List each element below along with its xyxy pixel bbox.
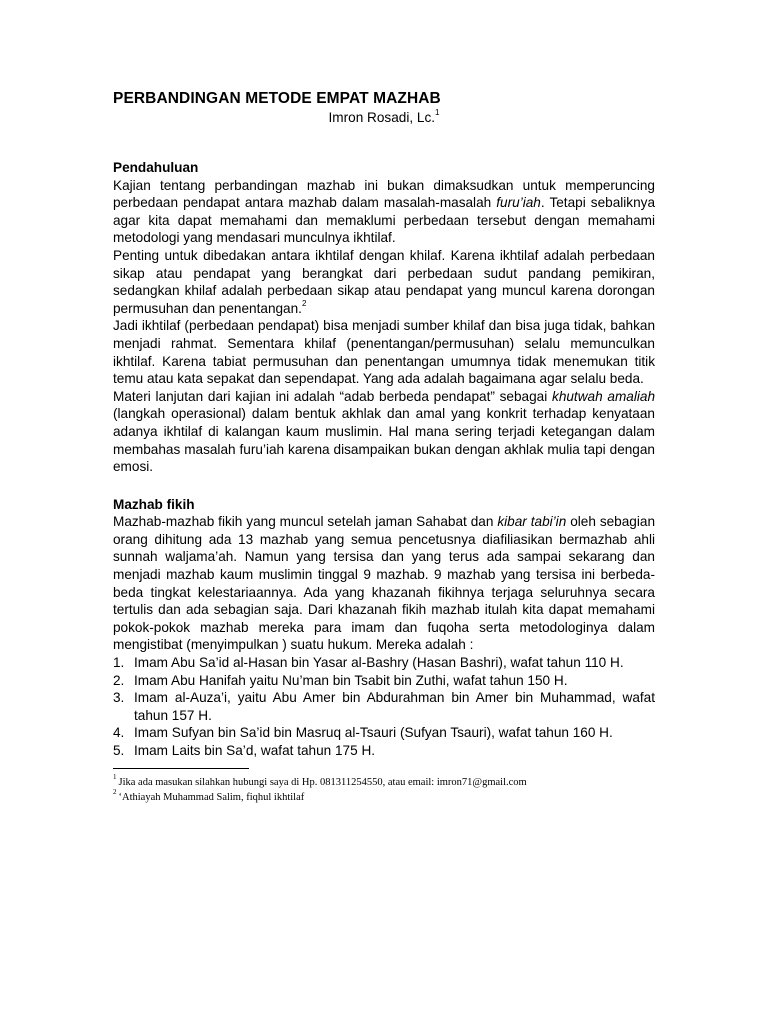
paragraph-text: . Tetapi sebaliknya agar kita dapat memahami dan memaklumi perbedaan tersebut dengan memahami metodologi yang mendasari munculnya ikhtilaf. <box>113 195 656 246</box>
paragraph-text: (langkah operasional) dalam bentuk akhlak dan amal yang konkrit terhadap kenyataan adanya ikhtilaf di kalangan kaum muslimin. Hal mana sering terjadi ketegangan dalam membahas masalah furu’iah karena disampaikan bukan dengan akhlak mulia tapi dengan emosi. <box>113 406 655 475</box>
paragraph <box>113 247 655 317</box>
list-item-text: Imam Laits bin Sa’d, wafat tahun 175 H. <box>134 743 376 758</box>
footnote-separator <box>113 768 249 769</box>
list-number: 5. <box>113 743 125 758</box>
paragraph-text: Kajian tentang perbandingan mazhab ini bukan dimaksudkan untuk memperuncing perbedaan pendapat antara mazhab dalam masalah-masalah <box>113 177 655 211</box>
list-item <box>113 672 655 690</box>
document-page <box>113 90 655 805</box>
list-number: 4. <box>113 725 125 741</box>
paragraph <box>113 388 655 476</box>
list-item-text: Imam Abu Sa’id al-Hasan bin Yasar al-Bashry (Hasan Bashri), wafat tahun 110 H. <box>134 655 624 671</box>
paragraph-text: Mazhab-mazhab fikih yang muncul setelah jaman Sahabat dan <box>113 514 498 530</box>
section-heading-pendahuluan: Pendahuluan <box>113 160 199 175</box>
list-number: 1. <box>113 655 125 671</box>
list-number: 2. <box>113 672 125 688</box>
list-item <box>113 724 655 742</box>
footnote-mark: 1 <box>113 773 117 782</box>
list-item-text: Imam al-Auza’i, yaitu Abu Amer bin Abdurahman bin Amer bin Muhammad, wafat tahun 157 H. <box>134 690 655 723</box>
author-line <box>113 109 655 126</box>
footnote-2 <box>113 790 655 805</box>
list-item-text: Imam Abu Hanifah yaitu Nu’man bin Tsabit bin Zuthi, wafat tahun 150 H. <box>134 672 568 688</box>
document-title: PERBANDINGAN METODE EMPAT MAZHAB <box>113 90 441 107</box>
list-item <box>113 689 655 724</box>
list-item <box>113 654 655 672</box>
italic-term: kibar tabi’in <box>497 514 567 530</box>
paragraph: Jadi ikhtilaf (perbedaan pendapat) bisa menjadi sumber khilaf dan bisa juga tidak, bahkan menjadi rahmat. Sementara khilaf (penentangan/permusuhan) selalu memunculkan ikhtilaf. Karena tabiat permusuhan dan penentangan umumnya tidak menemukan titik temu atau kata sepakat dan sependapat. Yang ada adalah bagaimana agar selalu beda. <box>113 318 655 387</box>
italic-term: khutwah amaliah <box>552 388 656 404</box>
paragraph <box>113 513 655 654</box>
footnote-ref-1: 1 <box>435 108 440 118</box>
italic-term: furu’iah <box>496 195 541 211</box>
author-name: Imron Rosadi, Lc. <box>328 110 436 125</box>
paragraph-text: Penting untuk dibedakan antara ikhtilaf dengan khilaf. Karena ikhtilaf adalah perbedaan sikap atau pendapat yang berangkat dari perbedaan sudut pandang pemikiran, sedangkan khilaf adalah perbedaan sikap atau pendapat yang muncul karena dorongan permusuhan dan penentangan. <box>113 247 655 316</box>
paragraph-text: Materi lanjutan dari kajian ini adalah “adab berbeda pendapat” sebagai <box>113 388 553 404</box>
footnote-ref-2: 2 <box>301 299 307 309</box>
paragraph-text: oleh sebagian orang dihitung ada 13 mazhab yang semua pencetusnya diafiliasikan bermazhab ahli sunnah waljama’ah. Namun yang tersisa dan yang terus ada sampai sekarang dan menjadi mazhab kaum muslimin tinggal 9 mazhab. 9 mazhab yang tersisa ini berbeda-beda tingkat kelestariaannya. Ada yang khazanah fikihnya terjaga seluruhnya secara tertulis dan ada sebagian saja. Dari khazanah fikih mazhab itulah kita dapat memahami pokok-pokok mazhab mereka para imam dan fuqoha serta metodologinya dalam mengistibat (menyimpulkan ) suatu hukum. Mereka adalah : <box>113 514 656 653</box>
list-item <box>113 742 655 760</box>
section-heading-mazhab-fikih: Mazhab fikih <box>113 496 195 512</box>
footnote-mark: 2 <box>113 788 117 797</box>
footnote-1 <box>113 775 655 790</box>
footnote-text: ‘Athiayah Muhammad Salim, fiqhul ikhtilaf <box>118 791 305 803</box>
imam-list <box>113 654 655 760</box>
paragraph <box>113 177 655 247</box>
footnote-text: Jika ada masukan silahkan hubungi saya di Hp. 081311254550, atau email: imron71@gmail.com <box>118 776 527 788</box>
list-item-text: Imam Sufyan bin Sa’id bin Masruq al-Tsauri (Sufyan Tsauri), wafat tahun 160 H. <box>134 725 613 741</box>
list-number: 3. <box>113 690 125 706</box>
